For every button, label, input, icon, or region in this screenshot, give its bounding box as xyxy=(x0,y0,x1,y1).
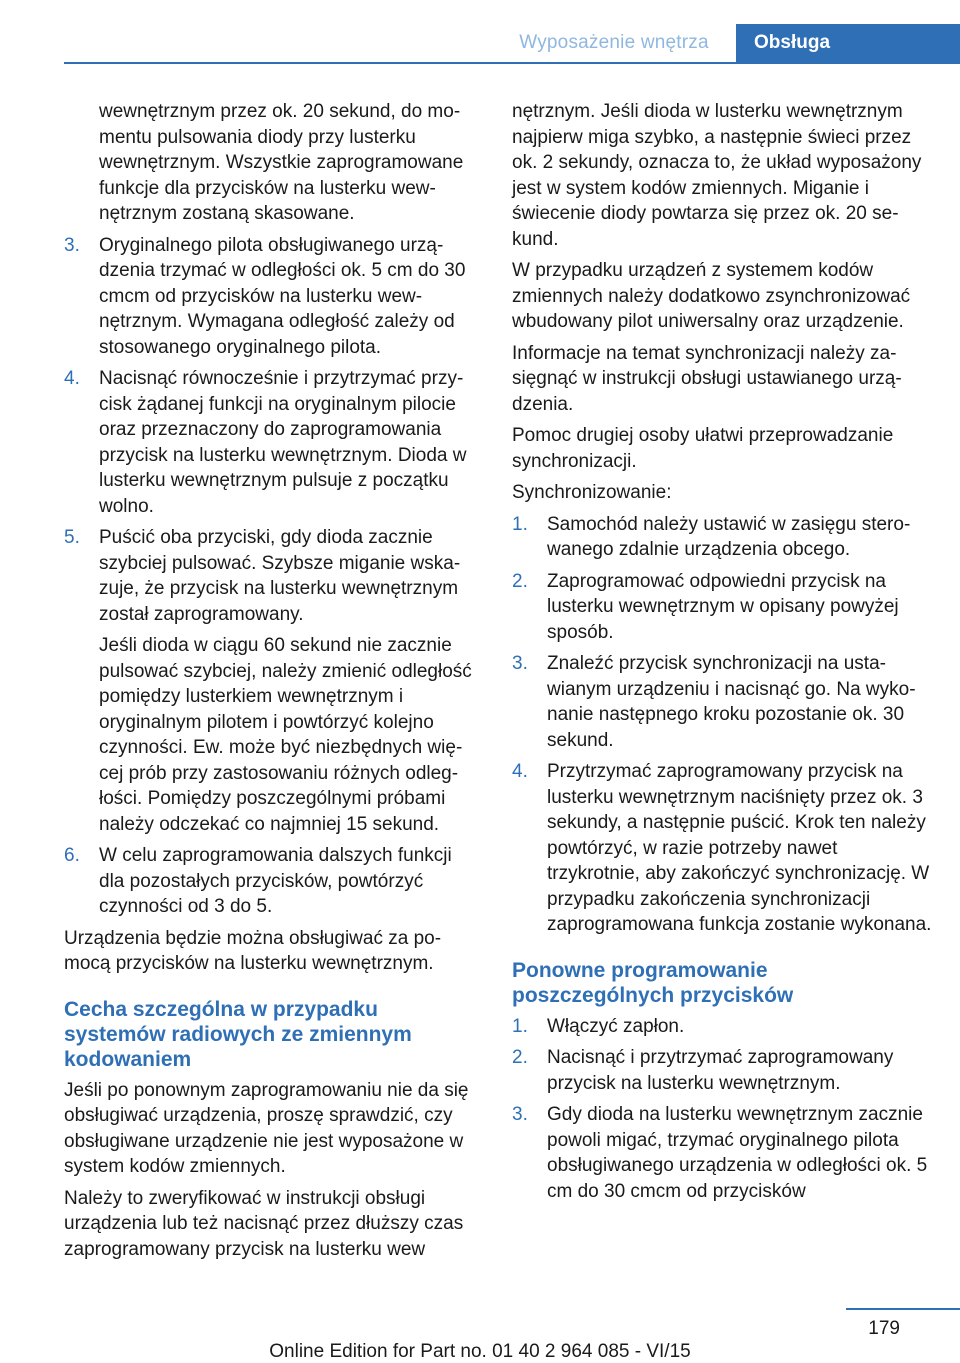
header-chapter-tab: Obsługa xyxy=(736,24,960,62)
paragraph: Należy to zweryfikować w instrukcji obsługi urządzenia lub też nacisnąć przez dłuższy czas zaprogramowany przycisk na lusterku wew xyxy=(64,1187,464,1260)
step-text: Zaprogramować odpowiedni przycisk na lusterku wewnętrznym w opisany powyżej sposób. xyxy=(547,570,899,643)
list-item xyxy=(512,1102,932,1204)
step-number: 5. xyxy=(64,527,80,548)
step-number: 6. xyxy=(64,845,80,866)
paragraph: W przypadku urządzeń z systemem kodów zmiennych należy dodatkowo zsynchronizować wbudowany pilot uniwersalny oraz urządzenie. xyxy=(512,260,911,332)
footer-edition-text: Online Edition for Part no. 01 40 2 964 085 - VI/15 xyxy=(269,1341,691,1362)
section-heading-reprogramming: Ponowne programowanie poszczególnych przycisków xyxy=(512,958,794,1007)
paragraph: Informacje na temat synchronizacji należy zasięgnąć w instrukcji obsługi ustawianego urządzenia. xyxy=(512,342,902,415)
footer-rule xyxy=(846,1308,960,1310)
paragraph: nętrznym. Jeśli dioda w lusterku wewnętrznym najpierw miga szybko, a następnie świeci przez ok. 2 sekundy, oznacza to, że układ wyposażony jest w system kodów zmiennych. Miganie i świecenie diody powtarza się przez ok. 20 sekund. xyxy=(512,101,922,250)
list-item xyxy=(64,843,480,920)
right-column xyxy=(512,99,932,1210)
step-number: 4. xyxy=(512,761,528,782)
list-item xyxy=(512,651,932,753)
list-item xyxy=(512,569,932,646)
section-heading-rolling-code: Cecha szczególna w przypadku systemów radiowych ze zmiennym kodowaniem xyxy=(64,997,412,1071)
list-item xyxy=(64,366,480,519)
step-number: 1. xyxy=(512,513,528,535)
list-item xyxy=(512,759,932,938)
header-rule xyxy=(64,62,960,64)
step-text: Nacisnąć równocześnie i przytrzymać przycisk żądanej funkcji na oryginalnym pilocie oraz przeznaczony do zaprogramowania przycisk na lusterku wewnętrznym. Dioda w lusterku wewnętrznym pulsuje z początku wolno. xyxy=(99,368,467,517)
header-section-tab: Wyposażenie wnętrza xyxy=(519,32,709,53)
closing-paragraph: Urządzenia będzie można obsługiwać za pomocą przycisków na lusterku wewnętrznym. xyxy=(64,927,442,974)
step-text: Samochód należy ustawić w zasięgu sterowanego zdalnie urządzenia obcego. xyxy=(547,513,911,560)
step-number: 1. xyxy=(512,1015,528,1037)
paragraph: Pomoc drugiej osoby ułatwi przeprowadzanie synchronizacji. xyxy=(512,425,894,472)
step-number: 3. xyxy=(512,1104,528,1125)
step-text: W celu zaprogramowania dalszych funkcji dla pozostałych przycisków, powtórzyć czynności od 3 do 5. xyxy=(99,845,452,917)
step-text: Włączyć zapłon. xyxy=(547,1015,685,1037)
list-item xyxy=(64,525,480,627)
paragraph: Jeśli po ponownym zaprogramowaniu nie da się obsługiwać urządzenia, proszę sprawdzić, czy obsługiwane urządzenie nie jest wyposażone w system kodów zmiennych. xyxy=(64,1079,469,1177)
step-number: 3. xyxy=(64,234,80,256)
step-text: Gdy dioda na lusterku wewnętrznym zacznie powoli migać, trzymać oryginalnego pilota obsługiwanego urządzenia w odległości ok. 5 cm do 30 cmcm od przycisków xyxy=(547,1104,928,1202)
step-text: Znaleźć przycisk synchronizacji na ustawianym urządzeniu i nacisnąć go. Na wykonanie następnego kroku pozostanie ok. 30 sekund. xyxy=(547,653,916,751)
step-5-note: Jeśli dioda w ciągu 60 sekund nie zacznie pulsować szybciej, należy zmienić odległość pomiędzy lusterkiem wewnętrznym i oryginalnym pilotem i powtórzyć kolejno czynności. Ew. może być niezbędnych więcej prób przy zastosowaniu różnych odległości. Pomiędzy poszczególnymi próbami należy odczekać co najmniej 15 sekund. xyxy=(99,635,472,835)
step-number: 4. xyxy=(64,368,80,389)
step-text: Nacisnąć i przytrzymać zaprogramowany przycisk na lusterku wewnętrznym. xyxy=(547,1047,894,1094)
step-2-continuation: wewnętrznym przez ok. 20 sekund, do momentu pulsowania diody przy lusterku wewnętrznym. Wszystkie zaprogramowane funkcje dla przycisków na lusterku wewnętrznym zostaną skasowane. xyxy=(99,101,464,224)
paragraph: Synchronizowanie: xyxy=(512,482,672,503)
page-number: 179 xyxy=(868,1318,900,1339)
list-item xyxy=(512,1045,932,1096)
list-item xyxy=(64,233,480,361)
list-item xyxy=(512,1014,932,1040)
step-number: 2. xyxy=(512,1047,528,1068)
left-column xyxy=(64,99,480,1268)
list-item xyxy=(512,512,932,563)
step-number: 3. xyxy=(512,653,528,674)
step-text: Oryginalnego pilota obsługiwanego urządzenia trzymać w odległości ok. 5 cm do 30 cmcm od przycisków na lusterku wewnętrznym. Wymagana odległość zależy od stosowanego oryginalnego pilota. xyxy=(99,234,466,358)
step-text: Przytrzymać zaprogramowany przycisk na lusterku wewnętrznym naciśnięty przez ok. 3 sekundy, a następnie puścić. Krok ten należy powtórzyć, w razie potrzeby nawet trzykrotnie, aby zakończyć synchronizację. W przypadku zakończenia synchronizacji zaprogramowana funkcja zostanie wykonana. xyxy=(547,761,932,935)
step-number: 2. xyxy=(512,570,528,592)
step-text: Puścić oba przyciski, gdy dioda zacznie szybciej pulsować. Szybsze miganie wskazuje, że przycisk na lusterku wewnętrznym został zaprogramowany. xyxy=(99,527,461,625)
